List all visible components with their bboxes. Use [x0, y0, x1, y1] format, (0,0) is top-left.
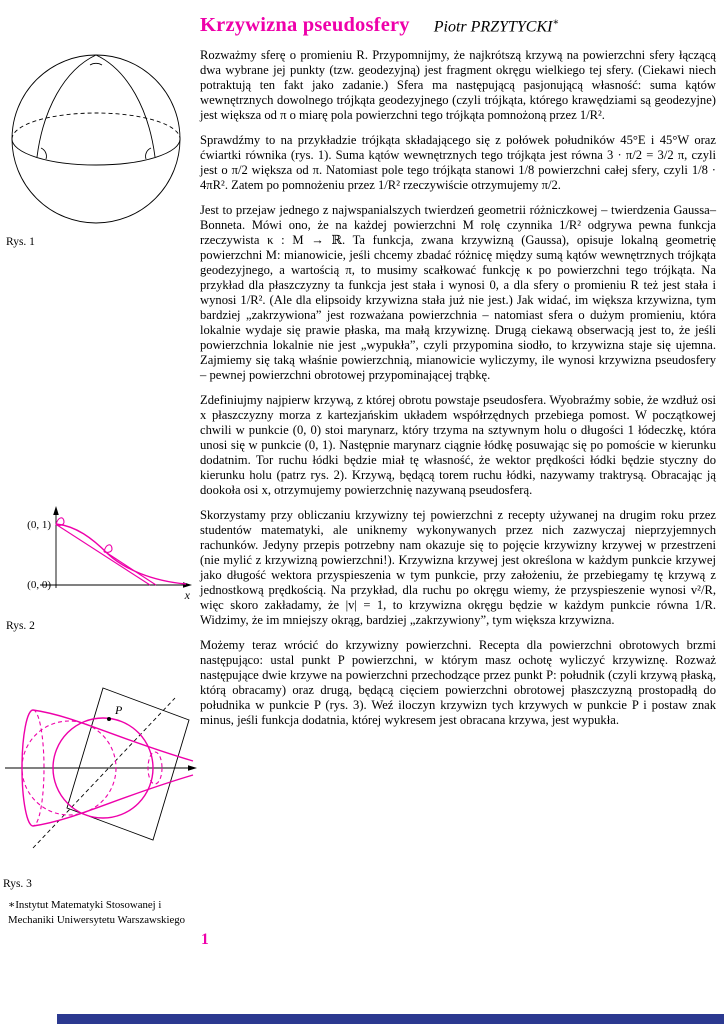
figure-sphere: [6, 48, 186, 248]
rotation-axis: [5, 765, 197, 770]
tractrix-curve: [56, 524, 186, 584]
point-P-marker: [107, 717, 111, 721]
tractrix-figure-graphic: [6, 500, 198, 614]
y-axis: [53, 506, 59, 588]
figure-3-caption: Rys. 3: [3, 878, 32, 890]
paragraph-5: Skorzystamy przy obliczaniu krzywizny tej powierzchni z recepty używanej na drugim roku przez studentów matematyki, ale uniknemy wykonywanych przez nich zazwyczaj nieprzyjemnych rachunków. Jedyny przepis potrzebny nam okazuje się to pojęcie krzywizny krzywej w przestrzeni (nie mylić z krzywizną powierzchni!). Krzywizna krzywej jest określona w każdym punkcie krzywej jako długość wektora przyspieszenia w tym punkcie, przy założeniu, że przebiegamy tę krzywą z jednostkową prędkością. Na przykład, dla ruchu po okręgu wiemy, że przyspieszenie wynosi v²/R, więc skoro zakładamy, że |v| = 1, to krzywizna okręgu będzie w każdym punkcie równa 1/R. Widzimy, że im mniejszy okrąg, bardziej „zakrzywiony”, tym większa krzywizna.: [200, 508, 716, 627]
author-footnote-mark: ∗: [552, 16, 560, 28]
paragraph-4: Zdefiniujmy najpierw krzywą, z której obrotu powstaje pseudosfera. Wyobraźmy sobie, że wzdłuż osi x płaszczyzny morza z kartezjańskim układem współrzędnych przebiega pomost. W początkowej chwili w punkcie (0, 0) stoi marynarz, który trzyma na sztywnym holu o długości 1 łódeczkę, która unosi się w punkcie (0, 1). Następnie marynarz ciągnie łódkę posuwając się po pomoście w kierunku dodatnim. Tor ruchu łódki będzie miał tę własność, że wektor prędkości łódki będzie styczny do kierunku holu (patrz rys. 2). Krzywą, będącą torem ruchu łódki, nazywamy traktrysą. Obracając ją dookoła osi x, otrzymujemy powierzchnię nazywaną pseudosferą.: [200, 393, 716, 497]
paragraph-3: Jest to przejaw jednego z najwspanialszych twierdzeń geometrii różniczkowej – twierdzenia Gaussa–Bonneta. Mówi ono, że na każdej powierzchni M rolę czynnika 1/R² odgrywa pewna funkcja rzeczywista κ : M → ℝ. Ta funkcja, zwana krzywizną (Gaussa), opisuje lokalną geometrię powierzchni M: mianowicie, jeśli chcemy zbadać różnicę między sumą kątów wewnętrznych trójkąta geodezyjnego, a wartością π, to musimy scałkować funkcję κ po powierzchni tego trójkąta. Na przykład dla płaszczyzny ta funkcja jest stała i wynosi 0, a dla sfery o promieniu R też jest stała i wynosi 1/R². (Ale dla elipsoidy krzywizna stała już nie jest.) Jak widać, im większa krzywizna, tym bardziej „zakrzywiona” jest rozważana powierzchnia – natomiast sfera o dużym promieniu, która lokalnie wydaje się prawie płaska, ma małą krzywiznę. Drugą ciekawą obserwacją jest to, że jeśli powierzchnia lokalnie nie jest „wypukła”, czyli przypomina siodło, to krzywizna staje się ujemna. Zajmiemy się taką właśnie powierzchnią, mianowicie wyliczymy, ile wynosi krzywizna pseudosfery – pewnej powierzchni obrotowej przypominającej trąbkę.: [200, 203, 716, 382]
tow-lines: [57, 525, 156, 585]
meridian-dashed-line: [33, 698, 175, 848]
article-body: [200, 48, 716, 728]
boat-icon: [56, 518, 112, 553]
sphere-outline: [12, 55, 180, 223]
author-name-text: Piotr PRZYTYCKI: [433, 18, 553, 35]
article-column: [200, 14, 716, 738]
equator-line: [12, 113, 180, 165]
meridian-lines: [37, 55, 155, 157]
cutting-plane: [67, 688, 189, 840]
angle-marks: [41, 63, 151, 159]
x-axis: [40, 582, 192, 588]
paragraph-2: Sprawdźmy to na przykładzie trójkąta składającego się z połówek południków 45°E i 45°W oraz ćwiartki równika (rys. 1). Suma kątów wewnętrznych tego trójkąta jest równa 3 · π/2 = 3/2 π, czyli jest o π/2 większa od π. Natomiast pole tego trójkąta stanowi 1/8 powierzchni całej sfery, czyli 1/8 · 4πR². Zatem po pomnożeniu przez 1/R² rzeczywiście otrzymujemy π/2.: [200, 133, 716, 192]
figure-tractrix: [6, 500, 198, 632]
article-title: Krzywizna pseudosfery: [200, 14, 410, 36]
footnote: ∗Instytut Matematyki Stosowanej i Mechaniki Uniwersytetu Warszawskiego: [8, 899, 186, 926]
bottom-bar: [57, 1014, 724, 1024]
label-point-P: P: [115, 703, 123, 717]
paragraph-1: Rozważmy sferę o promieniu R. Przypomnijmy, że najkrótszą krzywą na powierzchni sfery łączącą dwa wybrane jej punkty (tzw. geodezyjną) jest fragment okręgu wielkiego tej sfery. (Ciekawi niech potraktują ten fakt jako zadanie.) Sfera ma następującą pasjonującą własność: suma kątów wewnętrznych dowolnego trójkąta geodezyjnego (czyli trójkąta, którego krawędziami są geodezyjne) jest większa od π o miarę pola powierzchni tego trójkąta pomnożoną przez 1/R².: [200, 48, 716, 122]
figure-2-caption: Rys. 2: [6, 620, 35, 632]
title-row: [200, 14, 716, 37]
author-name: [434, 17, 560, 36]
page-number: 1: [201, 931, 209, 948]
label-x-axis: x: [184, 588, 190, 602]
figure-pseudosphere: [3, 686, 201, 890]
sphere-figure-graphic: [6, 48, 186, 230]
figure-1-caption: Rys. 1: [6, 236, 35, 248]
label-point-0-0: (0, 0): [27, 579, 51, 591]
paragraph-6: Możemy teraz wrócić do krzywizny powierzchni. Recepta dla powierzchni obrotowych brzmi następująco: ustal punkt P powierzchni, w którym masz ochotę wyliczyć krzywiznę. Rozważ następujące dwie krzywe na powierzchni przechodzące przez punkt P: południk (czyli krzywą płaską, którą obracamy) oraz drugą, będącą cięciem powierzchni obrotowej płaszczyzną prostopadłą do południka w punkcie P (rys. 3). Weź iloczyn krzywizn tych krzywych w punkcie P i postaw znak minus, jeśli funkcja dodatnia, której wykresem jest obracana krzywa, jest wypukła.: [200, 638, 716, 727]
pseudosphere-figure-graphic: [3, 686, 201, 872]
figure-column: [0, 0, 200, 1024]
label-point-0-1: (0, 1): [27, 519, 51, 531]
